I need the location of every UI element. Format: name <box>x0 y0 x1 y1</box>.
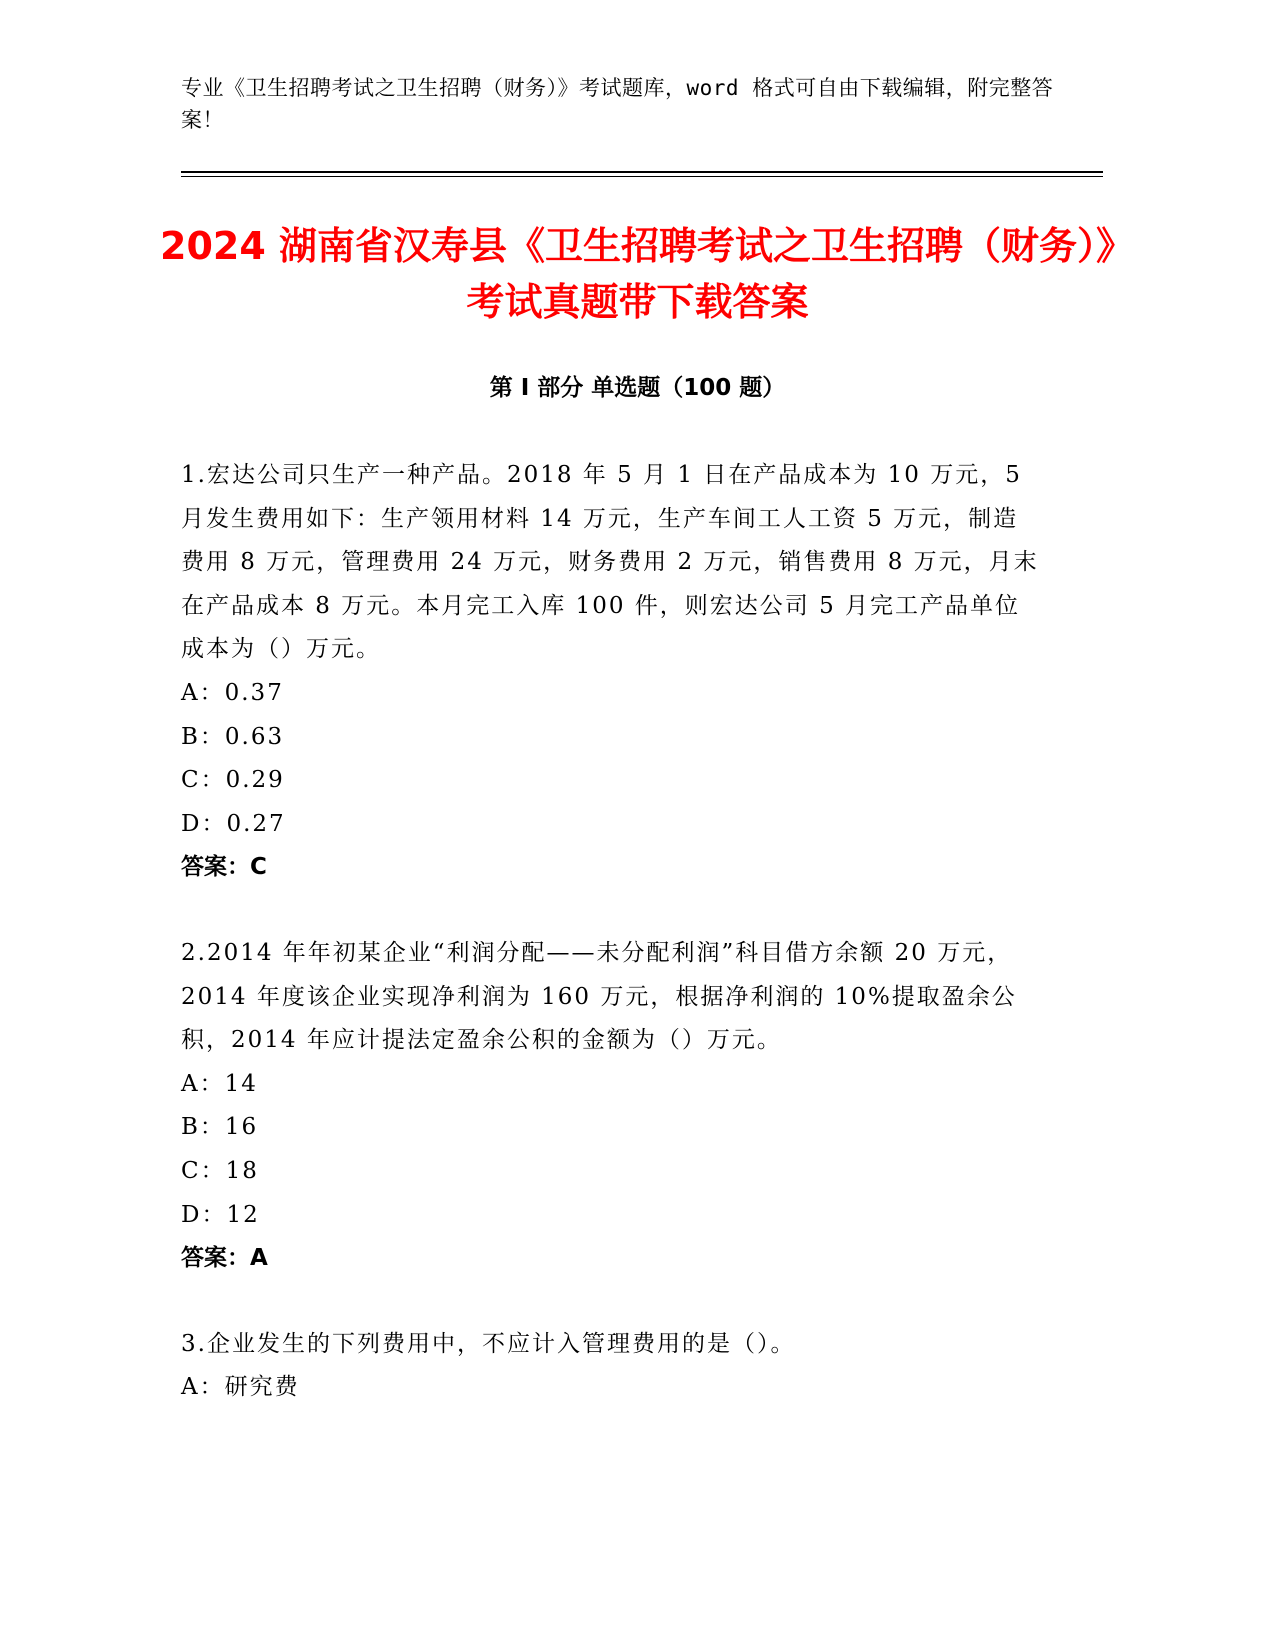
option-d: D：12 <box>181 1201 260 1228</box>
question-list <box>181 454 1041 1452</box>
question-stem: 3.企业发生的下列费用中，不应计入管理费用的是（）。 <box>181 1330 796 1357</box>
header-divider-thin <box>181 176 1103 177</box>
header-divider-thick <box>181 171 1103 173</box>
question-stem: 1.宏达公司只生产一种产品。2018 年 5 月 1 日在产品成本为 10 万元，5 月发生费用如下：生产领用材料 14 万元，生产车间工人工资 5 万元，制造费用 8 万元，管理费用 24 万元，财务费用 2 万元，销售费用 8 万元，月末在产品成本 8 万元。本月完工入库 100 件，则宏达公司 5 月完工产品单位成本为（）万元。 <box>181 462 1039 663</box>
option-c: C：18 <box>181 1157 259 1184</box>
option-b: B：0.63 <box>181 723 285 750</box>
question-1 <box>181 454 1041 890</box>
document-title: 2024 湖南省汉寿县《卫生招聘考试之卫生招聘（财务）》考试真题带下载答案 <box>160 224 1115 324</box>
question-stem: 2.2014 年年初某企业“利润分配——未分配利润”科目借方余额 20 万元，2014 年度该企业实现净利润为 160 万元，根据净利润的 10%提取盈余公积，2014 年应计提法定盈余公积的金额为（）万元。 <box>181 939 1017 1054</box>
answer-label: 答案：A <box>181 1245 268 1272</box>
answer-label: 答案：C <box>181 854 267 881</box>
option-a: A：14 <box>181 1070 258 1097</box>
header-note: 专业《卫生招聘考试之卫生招聘（财务）》考试题库，word 格式可自由下载编辑，附完整答案！ <box>181 76 1054 132</box>
option-a: A：0.37 <box>181 679 284 706</box>
option-c: C：0.29 <box>181 767 285 794</box>
question-3 <box>181 1323 1041 1410</box>
question-2 <box>181 932 1041 1281</box>
section-heading: 第 I 部分 单选题（100 题） <box>489 375 786 401</box>
option-d: D：0.27 <box>181 810 286 837</box>
option-b: B：16 <box>181 1114 259 1141</box>
option-a: A：研究费 <box>181 1374 300 1401</box>
